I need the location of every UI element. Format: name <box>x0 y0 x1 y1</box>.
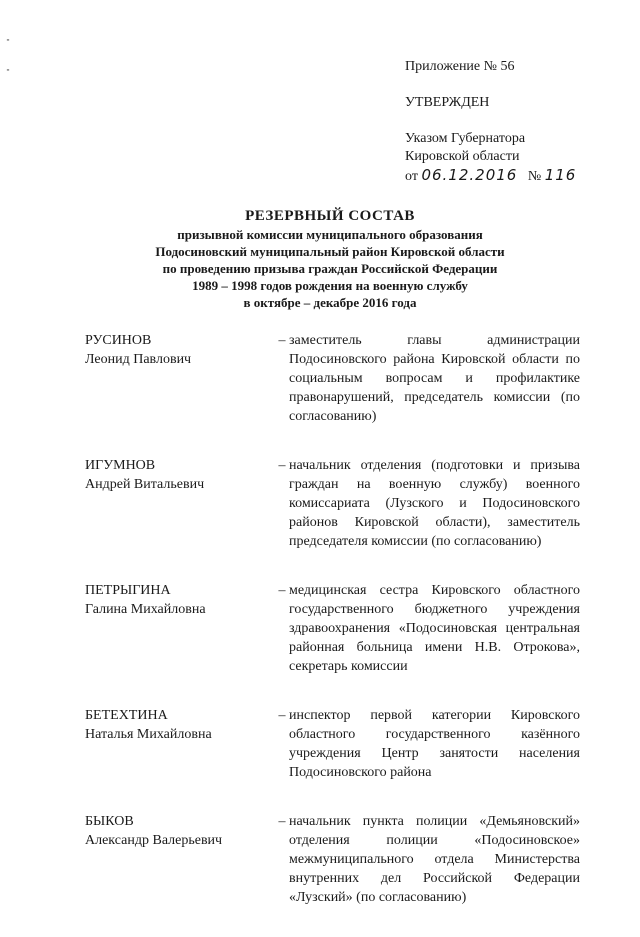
member-surname: ИГУМНОВ <box>85 458 156 473</box>
member-name <box>85 812 275 907</box>
member-surname: ПЕТРЫГИНА <box>85 583 171 598</box>
dash-separator: – <box>278 458 286 473</box>
member-given-name: Андрей Витальевич <box>85 477 205 492</box>
member-role: медицинская сестра Кировского областного государственного бюджетного учреждения здравоохранения «Подосиновская центральная районная больница имени Н.В. Отрокова», секретарь комиссии <box>289 583 580 674</box>
member-surname: БЕТЕХТИНА <box>85 708 168 723</box>
heading-line: по проведению призыва граждан Российской Федерации <box>162 261 498 276</box>
member-row <box>85 812 580 907</box>
approved-label: УТВЕРЖДЕН <box>405 95 490 110</box>
members-list <box>85 331 580 937</box>
member-surname: БЫКОВ <box>85 814 134 829</box>
approval-block <box>405 58 625 186</box>
member-given-name: Галина Михайловна <box>85 602 206 617</box>
member-row <box>85 706 580 782</box>
member-name <box>85 706 275 782</box>
member-name <box>85 581 275 676</box>
dash-separator: – <box>278 708 286 723</box>
number-label: № <box>527 169 542 184</box>
member-given-name: Александр Валерьевич <box>85 833 223 848</box>
heading-line: в октябре – декабре 2016 года <box>243 295 417 310</box>
member-role: инспектор первой категории Кировского областного государственного казённого учреждения Центр занятости населения Подосиновского района <box>289 708 580 780</box>
document-heading <box>80 207 580 311</box>
member-role: начальник пункта полиции «Демьяновский» отделения полиции «Подосиновское» межмуниципального отдела Министерства внутренних дел Российской Федерации «Лузский» (по согласованию) <box>289 814 580 905</box>
member-row <box>85 456 580 551</box>
member-role: начальник отделения (подготовки и призыва граждан на военную службу) военного комиссариата (Лузского и Подосиновского районов Кировской области), заместитель председателя комиссии (по согласованию) <box>289 458 580 549</box>
heading-line: 1989 – 1998 годов рождения на военную службу <box>192 278 468 293</box>
member-surname: РУСИНОВ <box>85 333 152 348</box>
handwritten-number: 116 <box>544 166 577 184</box>
dash-separator: – <box>278 333 286 348</box>
decree-line-2: Кировской области <box>405 149 520 164</box>
decree-date-line <box>405 166 625 186</box>
handwritten-date: 06.12.2016 <box>421 166 518 184</box>
heading-title: РЕЗЕРВНЫЙ СОСТАВ <box>245 208 415 224</box>
dash-separator: – <box>278 583 286 598</box>
member-row <box>85 331 580 426</box>
heading-line: призывной комиссии муниципального образования <box>177 227 483 242</box>
member-role: заместитель главы администрации Подосиновского района Кировской области по социальным вопросам и профилактике правонарушений, председатель комиссии (по согласованию) <box>289 333 580 424</box>
member-row <box>85 581 580 676</box>
member-given-name: Леонид Павлович <box>85 352 192 367</box>
heading-line: Подосиновский муниципальный район Кировской области <box>155 244 505 259</box>
member-name <box>85 331 275 426</box>
appendix-label: Приложение № 56 <box>405 59 515 74</box>
member-given-name: Наталья Михайловна <box>85 727 212 742</box>
decree-line-1: Указом Губернатора <box>405 131 526 146</box>
dash-separator: – <box>278 814 286 829</box>
member-name <box>85 456 275 551</box>
from-label: от <box>405 169 418 184</box>
